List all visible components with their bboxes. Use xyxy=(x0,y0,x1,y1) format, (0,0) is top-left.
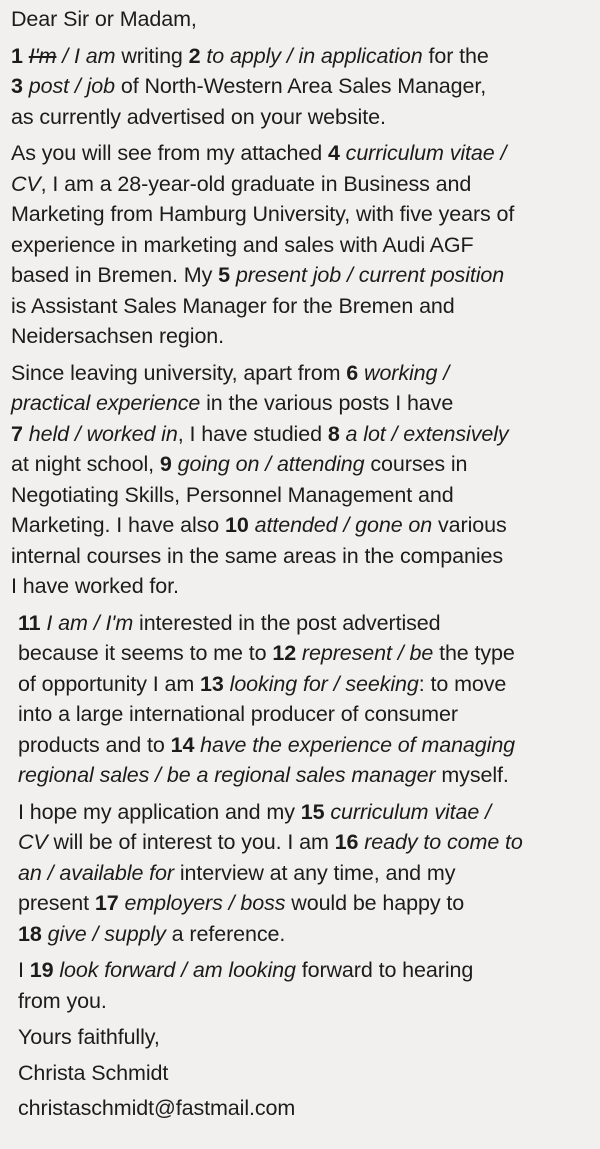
option-6: working / xyxy=(358,360,450,385)
option-11: I am / I'm xyxy=(40,610,134,635)
text: , I am a 28-year-old graduate in Business and xyxy=(40,171,472,196)
text: Marketing. I have also xyxy=(11,513,226,537)
text: , I have studied xyxy=(177,421,328,446)
text: myself. xyxy=(435,763,509,787)
paragraph-4-line-1 xyxy=(18,608,592,639)
gap-number-7: 7 xyxy=(11,421,23,446)
option-18: give / supply xyxy=(41,921,166,946)
option-10: attended / gone on xyxy=(248,513,433,537)
paragraph-4-line-4: into a large international producer of consumer xyxy=(18,702,458,726)
text: would be happy to xyxy=(285,891,465,915)
text: in the various posts I have xyxy=(200,391,454,415)
option-17: employers / boss xyxy=(118,891,286,915)
gap-number-17: 17 xyxy=(94,891,119,915)
paragraph-3-line-6 xyxy=(11,510,592,541)
paragraph-3-line-3 xyxy=(11,419,592,450)
text: will be of interest to you. I am xyxy=(47,830,335,854)
paragraph-3-line-8: I have worked for. xyxy=(11,574,179,598)
text: products and to xyxy=(18,732,171,757)
paragraph-3-line-7: internal courses in the same areas in the companies xyxy=(11,543,504,568)
paragraph-5-line-4 xyxy=(18,888,592,919)
signature: Christa Schmidt xyxy=(18,1060,169,1085)
paragraph-6 xyxy=(11,955,592,1016)
text: I hope my application and my xyxy=(18,799,301,824)
paragraph-5 xyxy=(11,797,592,950)
option-1-crossed-out: I'm xyxy=(28,43,57,68)
gap-number-9: 9 xyxy=(159,452,172,476)
paragraph-5-line-3 xyxy=(18,858,592,889)
text: because it seems to me to xyxy=(18,641,273,665)
option-4: curriculum vitae / xyxy=(339,141,507,165)
paragraph-5-line-5 xyxy=(18,919,592,950)
option-16-cont: an / available for xyxy=(18,860,174,885)
paragraph-2 xyxy=(11,138,592,352)
gap-number-16: 16 xyxy=(334,830,359,854)
paragraph-6-line-1 xyxy=(18,955,592,986)
option-4-cont: CV xyxy=(11,171,41,196)
paragraph-3-line-4 xyxy=(11,449,592,480)
paragraph-1-line-1 xyxy=(11,41,592,72)
paragraph-4-line-3 xyxy=(18,669,592,700)
option-8: a lot / extensively xyxy=(339,421,509,446)
paragraph-2-line-3: Marketing from Hamburg University, with five years of xyxy=(11,202,515,226)
paragraph-2-line-2 xyxy=(11,169,592,200)
paragraph-5-line-2 xyxy=(18,827,592,858)
email: christaschmidt@fastmail.com xyxy=(18,1096,296,1120)
option-14: have the experience of managing xyxy=(194,732,516,757)
text: forward to hearing xyxy=(295,958,474,982)
text: of opportunity I am xyxy=(18,671,201,696)
paragraph-3-line-5: Negotiating Skills, Personnel Management and xyxy=(11,482,454,507)
text: writing xyxy=(115,43,189,68)
paragraph-2-line-5 xyxy=(11,260,592,291)
paragraph-6-line-2: from you. xyxy=(18,988,107,1013)
text: interview at any time, and my xyxy=(173,860,456,885)
gap-number-13: 13 xyxy=(200,671,224,696)
gap-number-6: 6 xyxy=(346,360,359,385)
option-5: present job / current position xyxy=(229,263,505,287)
gap-number-5: 5 xyxy=(218,263,230,287)
option-15: curriculum vitae / xyxy=(324,799,492,824)
option-3: post / job xyxy=(22,74,115,98)
paragraph-2-line-7: Neidersachsen region. xyxy=(11,324,225,348)
paragraph-2-line-1 xyxy=(11,138,592,169)
gap-number-12: 12 xyxy=(272,641,297,665)
paragraph-4-line-6 xyxy=(18,760,592,791)
paragraph-3-line-1 xyxy=(11,358,592,389)
gap-number-10: 10 xyxy=(225,513,249,537)
text: Since leaving university, apart from xyxy=(11,360,347,385)
paragraph-3 xyxy=(11,358,592,602)
gap-number-3: 3 xyxy=(11,74,23,98)
option-2: to apply / in application xyxy=(200,43,423,68)
text: interested in the post advertised xyxy=(133,610,441,635)
option-14-cont: regional sales / be a regional sales manager xyxy=(18,763,436,787)
gap-number-11: 11 xyxy=(18,610,41,635)
text: the type xyxy=(433,641,515,665)
text: present xyxy=(18,891,95,915)
paragraph-1-line-3: as currently advertised on your website. xyxy=(11,104,386,129)
option-16: ready to come to xyxy=(358,830,523,854)
text: : to move xyxy=(418,671,507,696)
gap-number-18: 18 xyxy=(18,921,42,946)
gap-number-1: 1 xyxy=(11,43,23,68)
gap-number-19: 19 xyxy=(29,958,54,982)
text: a reference. xyxy=(165,921,286,946)
paragraph-1 xyxy=(11,41,592,133)
gap-number-14: 14 xyxy=(170,732,195,757)
paragraph-4-line-2 xyxy=(18,638,592,669)
paragraph-4-line-5 xyxy=(18,730,592,761)
paragraph-3-line-2 xyxy=(11,388,592,419)
paragraph-1-line-2 xyxy=(11,71,592,102)
text: As you will see from my attached xyxy=(11,141,328,165)
option-12: represent / be xyxy=(296,641,434,665)
option-1: / I am xyxy=(56,43,116,68)
text: courses in xyxy=(364,452,468,476)
paragraph-4 xyxy=(11,608,592,791)
option-13: looking for / seeking xyxy=(223,671,419,696)
gap-number-8: 8 xyxy=(327,421,340,446)
salutation: Dear Sir or Madam, xyxy=(11,7,197,31)
option-6-cont: practical experience xyxy=(11,391,201,415)
option-19: look forward / am looking xyxy=(53,958,296,982)
gap-number-15: 15 xyxy=(300,799,325,824)
paragraph-2-line-6: is Assistant Sales Manager for the Bremen and xyxy=(11,293,455,318)
text: of North-Western Area Sales Manager, xyxy=(114,74,487,98)
paragraph-2-line-4: experience in marketing and sales with Audi AGF xyxy=(11,232,474,257)
text: various xyxy=(432,513,507,537)
closing: Yours faithfully, xyxy=(18,1025,160,1049)
option-15-cont: CV xyxy=(18,830,48,854)
gap-number-2: 2 xyxy=(188,43,201,68)
gap-number-4: 4 xyxy=(327,141,340,165)
paragraph-5-line-1 xyxy=(18,797,592,828)
text: based in Bremen. My xyxy=(11,263,219,287)
text: at night school, xyxy=(11,452,160,476)
option-7: held / worked in xyxy=(22,421,178,446)
text: I xyxy=(18,958,30,982)
text: for the xyxy=(422,43,489,68)
option-9: going on / attending xyxy=(171,452,365,476)
